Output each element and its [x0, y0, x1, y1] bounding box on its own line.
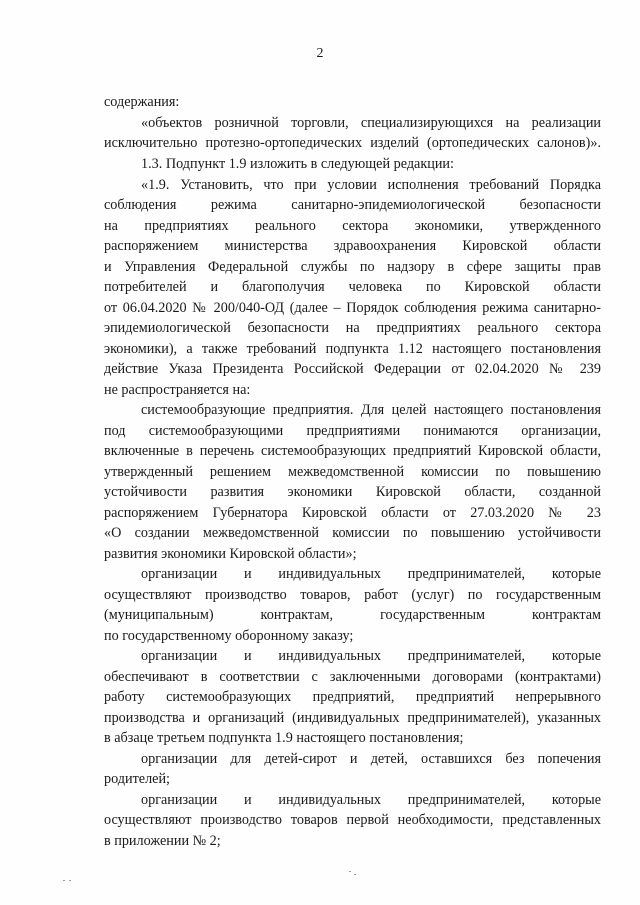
text-line: включенные в перечень системообразующих предприятий Кировской области,: [104, 443, 601, 459]
text-line: в абзаце третьем подпункта 1.9 настоящего постановления;: [104, 730, 464, 746]
text-line: развития экономики Кировской области»;: [104, 546, 357, 562]
text-line: организации и индивидуальных предпринимателей, которые: [141, 648, 601, 664]
text-line: утвержденный решением межведомственной комиссии по повышению: [104, 464, 601, 480]
text-line: организации и индивидуальных предпринимателей, которые: [141, 792, 601, 808]
text-line: осуществляют производство товаров первой необходимости, представленных: [104, 812, 601, 828]
text-line: (муниципальным) контрактам, государственным контрактам: [104, 607, 601, 623]
text-line: действие Указа Президента Российской Федерации от 02.04.2020 № 239: [104, 361, 601, 377]
text-line: потребителей и благополучия человека по Кировской области: [104, 279, 601, 295]
text-line: «1.9. Установить, что при условии исполнения требований Порядка: [141, 177, 601, 193]
text-line: производства и организаций (индивидуальных предпринимателей), указанных: [104, 710, 601, 726]
scan-speck: [354, 874, 356, 875]
text-line: осуществляют производство товаров, работ (услуг) по государственным: [104, 587, 601, 603]
scan-speck: [69, 880, 71, 881]
text-line: 1.3. Подпункт 1.9 изложить в следующей редакции:: [141, 156, 454, 172]
text-line: устойчивости развития экономики Кировской области, созданной: [104, 484, 601, 500]
text-line: содержания:: [104, 94, 180, 110]
text-line: работу системообразующих предприятий, предприятий непрерывного: [104, 689, 601, 705]
text-line: родителей;: [104, 771, 170, 787]
text-line: распоряжением Губернатора Кировской области от 27.03.2020 № 23: [104, 505, 601, 521]
text-line: соблюдения режима санитарно-эпидемиологической безопасности: [104, 197, 601, 213]
text-line: «О создании межведомственной комиссии по повышению устойчивости: [104, 525, 601, 541]
text-line: экономики), а также требований подпункта 1.12 настоящего постановления: [104, 341, 601, 357]
page-number: 2: [316, 46, 324, 61]
scan-speck: [349, 871, 351, 872]
text-line: организации для детей-сирот и детей, оставшихся без попечения: [141, 751, 601, 767]
text-line: не распространяется на:: [104, 382, 251, 398]
text-line: системообразующие предприятия. Для целей настоящего постановления: [141, 402, 601, 418]
scan-speck: [63, 880, 65, 881]
text-line: «объектов розничной торговли, специализирующихся на реализации: [141, 115, 601, 131]
text-line: организации и индивидуальных предпринимателей, которые: [141, 566, 601, 582]
text-line: под системообразующими предприятиями понимаются организации,: [104, 423, 601, 439]
text-line: по государственному оборонному заказу;: [104, 628, 354, 644]
text-line: обеспечивают в соответствии с заключенными договорами (контрактами): [104, 669, 601, 685]
text-line: распоряжением министерства здравоохранения Кировской области: [104, 238, 601, 254]
text-line: от 06.04.2020 № 200/040-ОД (далее – Порядок соблюдения режима санитарно-: [104, 300, 601, 316]
text-line: на предприятиях реального сектора экономики, утвержденного: [104, 218, 601, 234]
text-line: эпидемиологической безопасности на предприятиях реального сектора: [104, 320, 601, 336]
text-line: и Управления Федеральной службы по надзору в сфере защиты прав: [104, 259, 601, 275]
text-line: исключительно протезно-ортопедических изделий (ортопедических салонов)».: [104, 135, 601, 151]
text-line: в приложении № 2;: [104, 833, 221, 849]
